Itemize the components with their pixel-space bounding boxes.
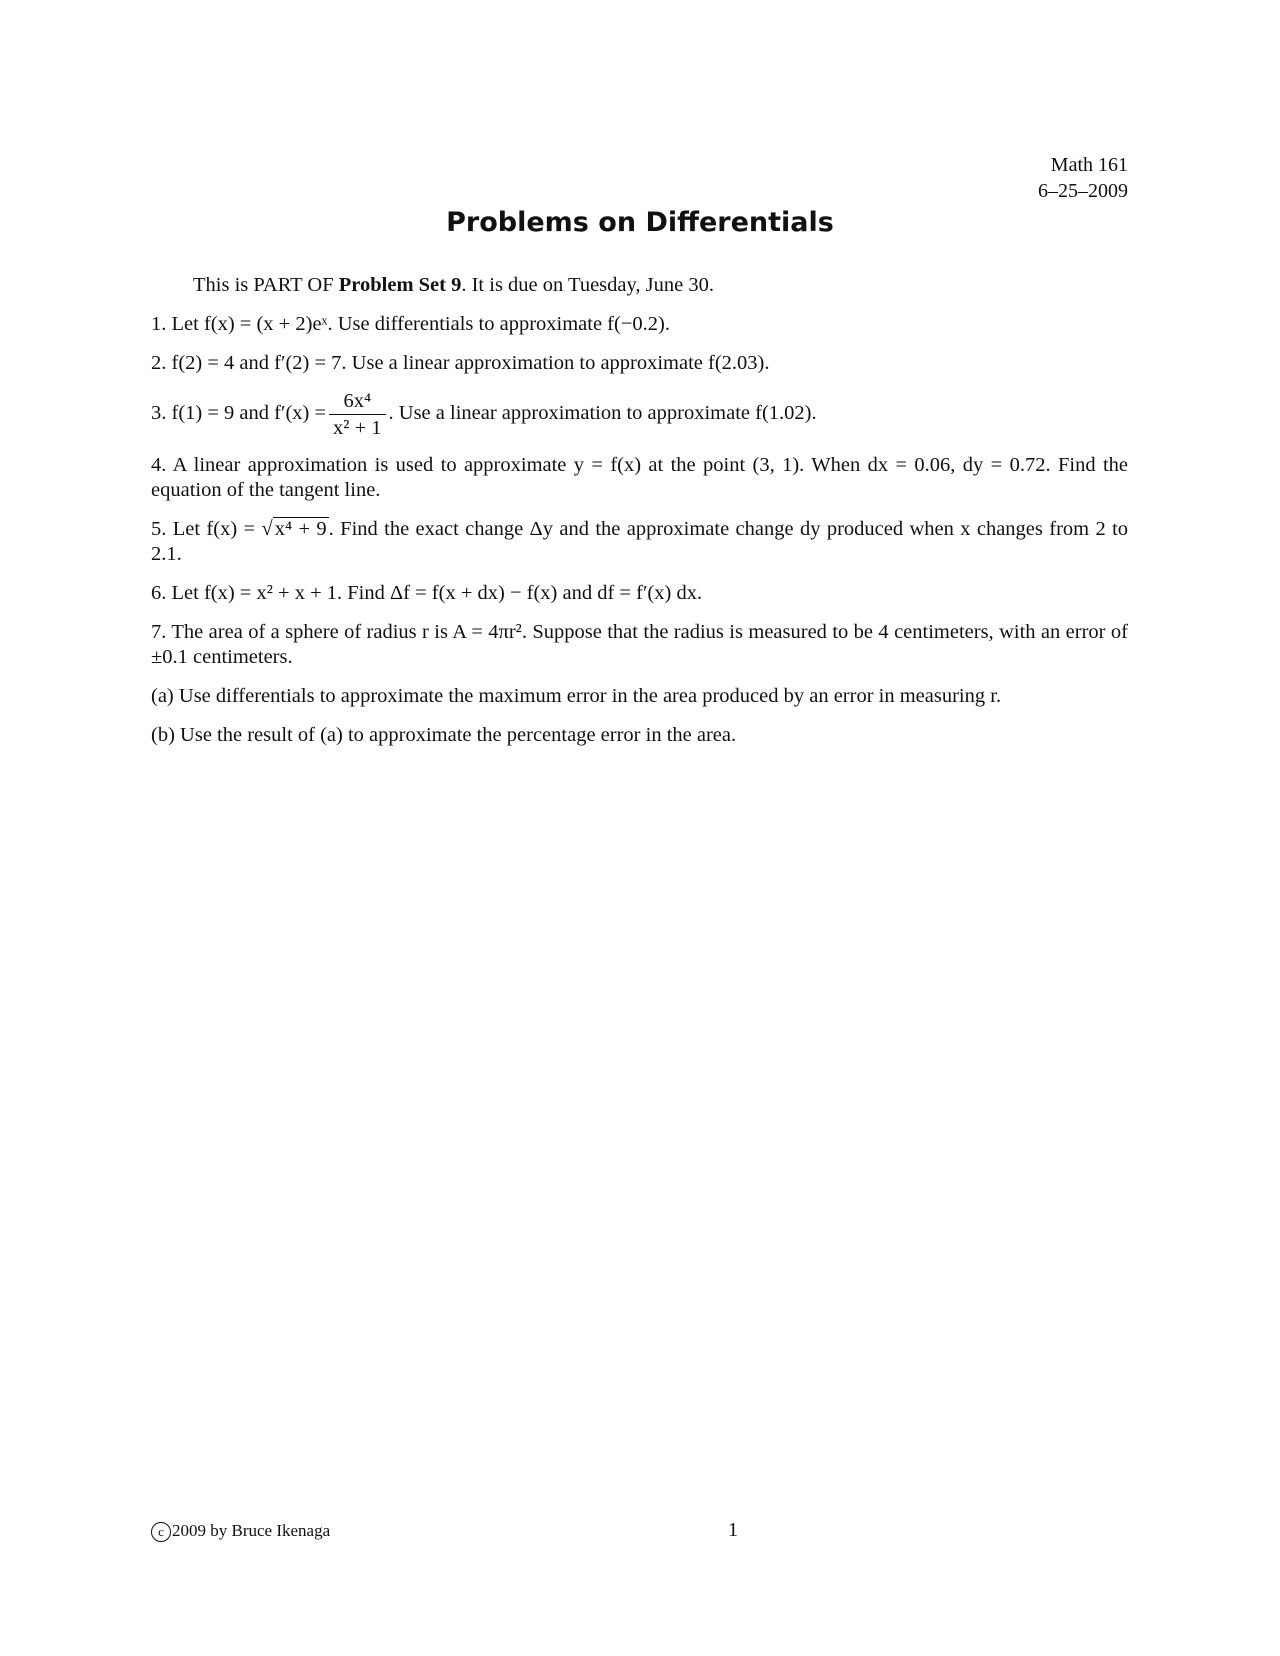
page-title: Problems on Differentials [446,207,834,238]
problem-7a [151,684,1128,709]
problem-number: (b) [151,724,175,746]
problem-4 [151,453,1128,503]
problem-text: Let f(x) = (x + 2)eˣ. Use differentials to approximate f(−0.2). [171,313,670,335]
intro-prefix: This is PART OF [193,274,339,296]
problem-number: 7. [151,621,167,643]
copyright-text: 2009 by Bruce Ikenaga [172,1521,331,1540]
page-number: 1 [728,1519,738,1541]
intro-suffix: . It is due on Tuesday, June 30. [461,274,715,296]
problem-number: 2. [151,352,167,374]
course-name: Math 161 [1050,154,1128,176]
problem-text: A linear approximation is used to approximate y = f(x) at the point (3, 1). When dx = 0.06, dy = 0.72. Find the equation of the tangent line. [151,454,1128,501]
problem-text-post: . Use a linear approximation to approximate f(1.02). [388,402,817,425]
problem-text: The area of a sphere of radius r is A = 4πr². Suppose that the radius is measured to be 4 centimeters, with an error of ±0.1 centimeters. [151,621,1128,668]
copyright-notice [151,1521,330,1542]
copyright-icon: c [151,1522,171,1542]
problem-text: Let f(x) = x² + x + 1. Find Δf = f(x + dx) − f(x) and df = f′(x) dx. [171,582,703,604]
problem-1 [151,312,1128,337]
problem-number: 5. [151,518,167,540]
problem-text: Use differentials to approximate the maximum error in the area produced by an error in measuring r. [178,685,1002,707]
problem-list [151,273,1128,762]
problem-set-label: Problem Set 9 [338,274,462,296]
fraction-denominator: x² + 1 [333,417,382,439]
problem-number: 6. [151,582,167,604]
course-date: 6–25–2009 [1038,180,1128,202]
problem-text-pre: f(1) = 9 and f′(x) = [171,402,327,425]
problem-2 [151,351,1128,376]
problem-text-post: . Find the exact change Δy and the approximate change dy produced when x changes from 2 to 2.1. [151,518,1129,565]
problem-5 [151,517,1128,567]
course-header [1038,152,1128,204]
fraction [329,390,385,439]
radicand: x⁴ + 9 [274,518,327,540]
problem-number: (a) [151,685,174,707]
problem-7 [151,620,1128,670]
problem-text: f(2) = 4 and f′(2) = 7. Use a linear approximation to approximate f(2.03). [171,352,770,374]
problem-number: 3. [151,402,167,425]
intro-paragraph [151,273,1128,298]
problem-7b [151,723,1128,748]
problem-6 [151,581,1128,606]
problem-text-pre: Let f(x) = √ [172,518,273,540]
problem-number: 4. [151,454,167,476]
fraction-numerator: 6x⁴ [329,390,385,415]
problem-text: Use the result of (a) to approximate the percentage error in the area. [180,724,737,746]
problem-3 [151,390,1128,439]
problem-number: 1. [151,313,167,335]
